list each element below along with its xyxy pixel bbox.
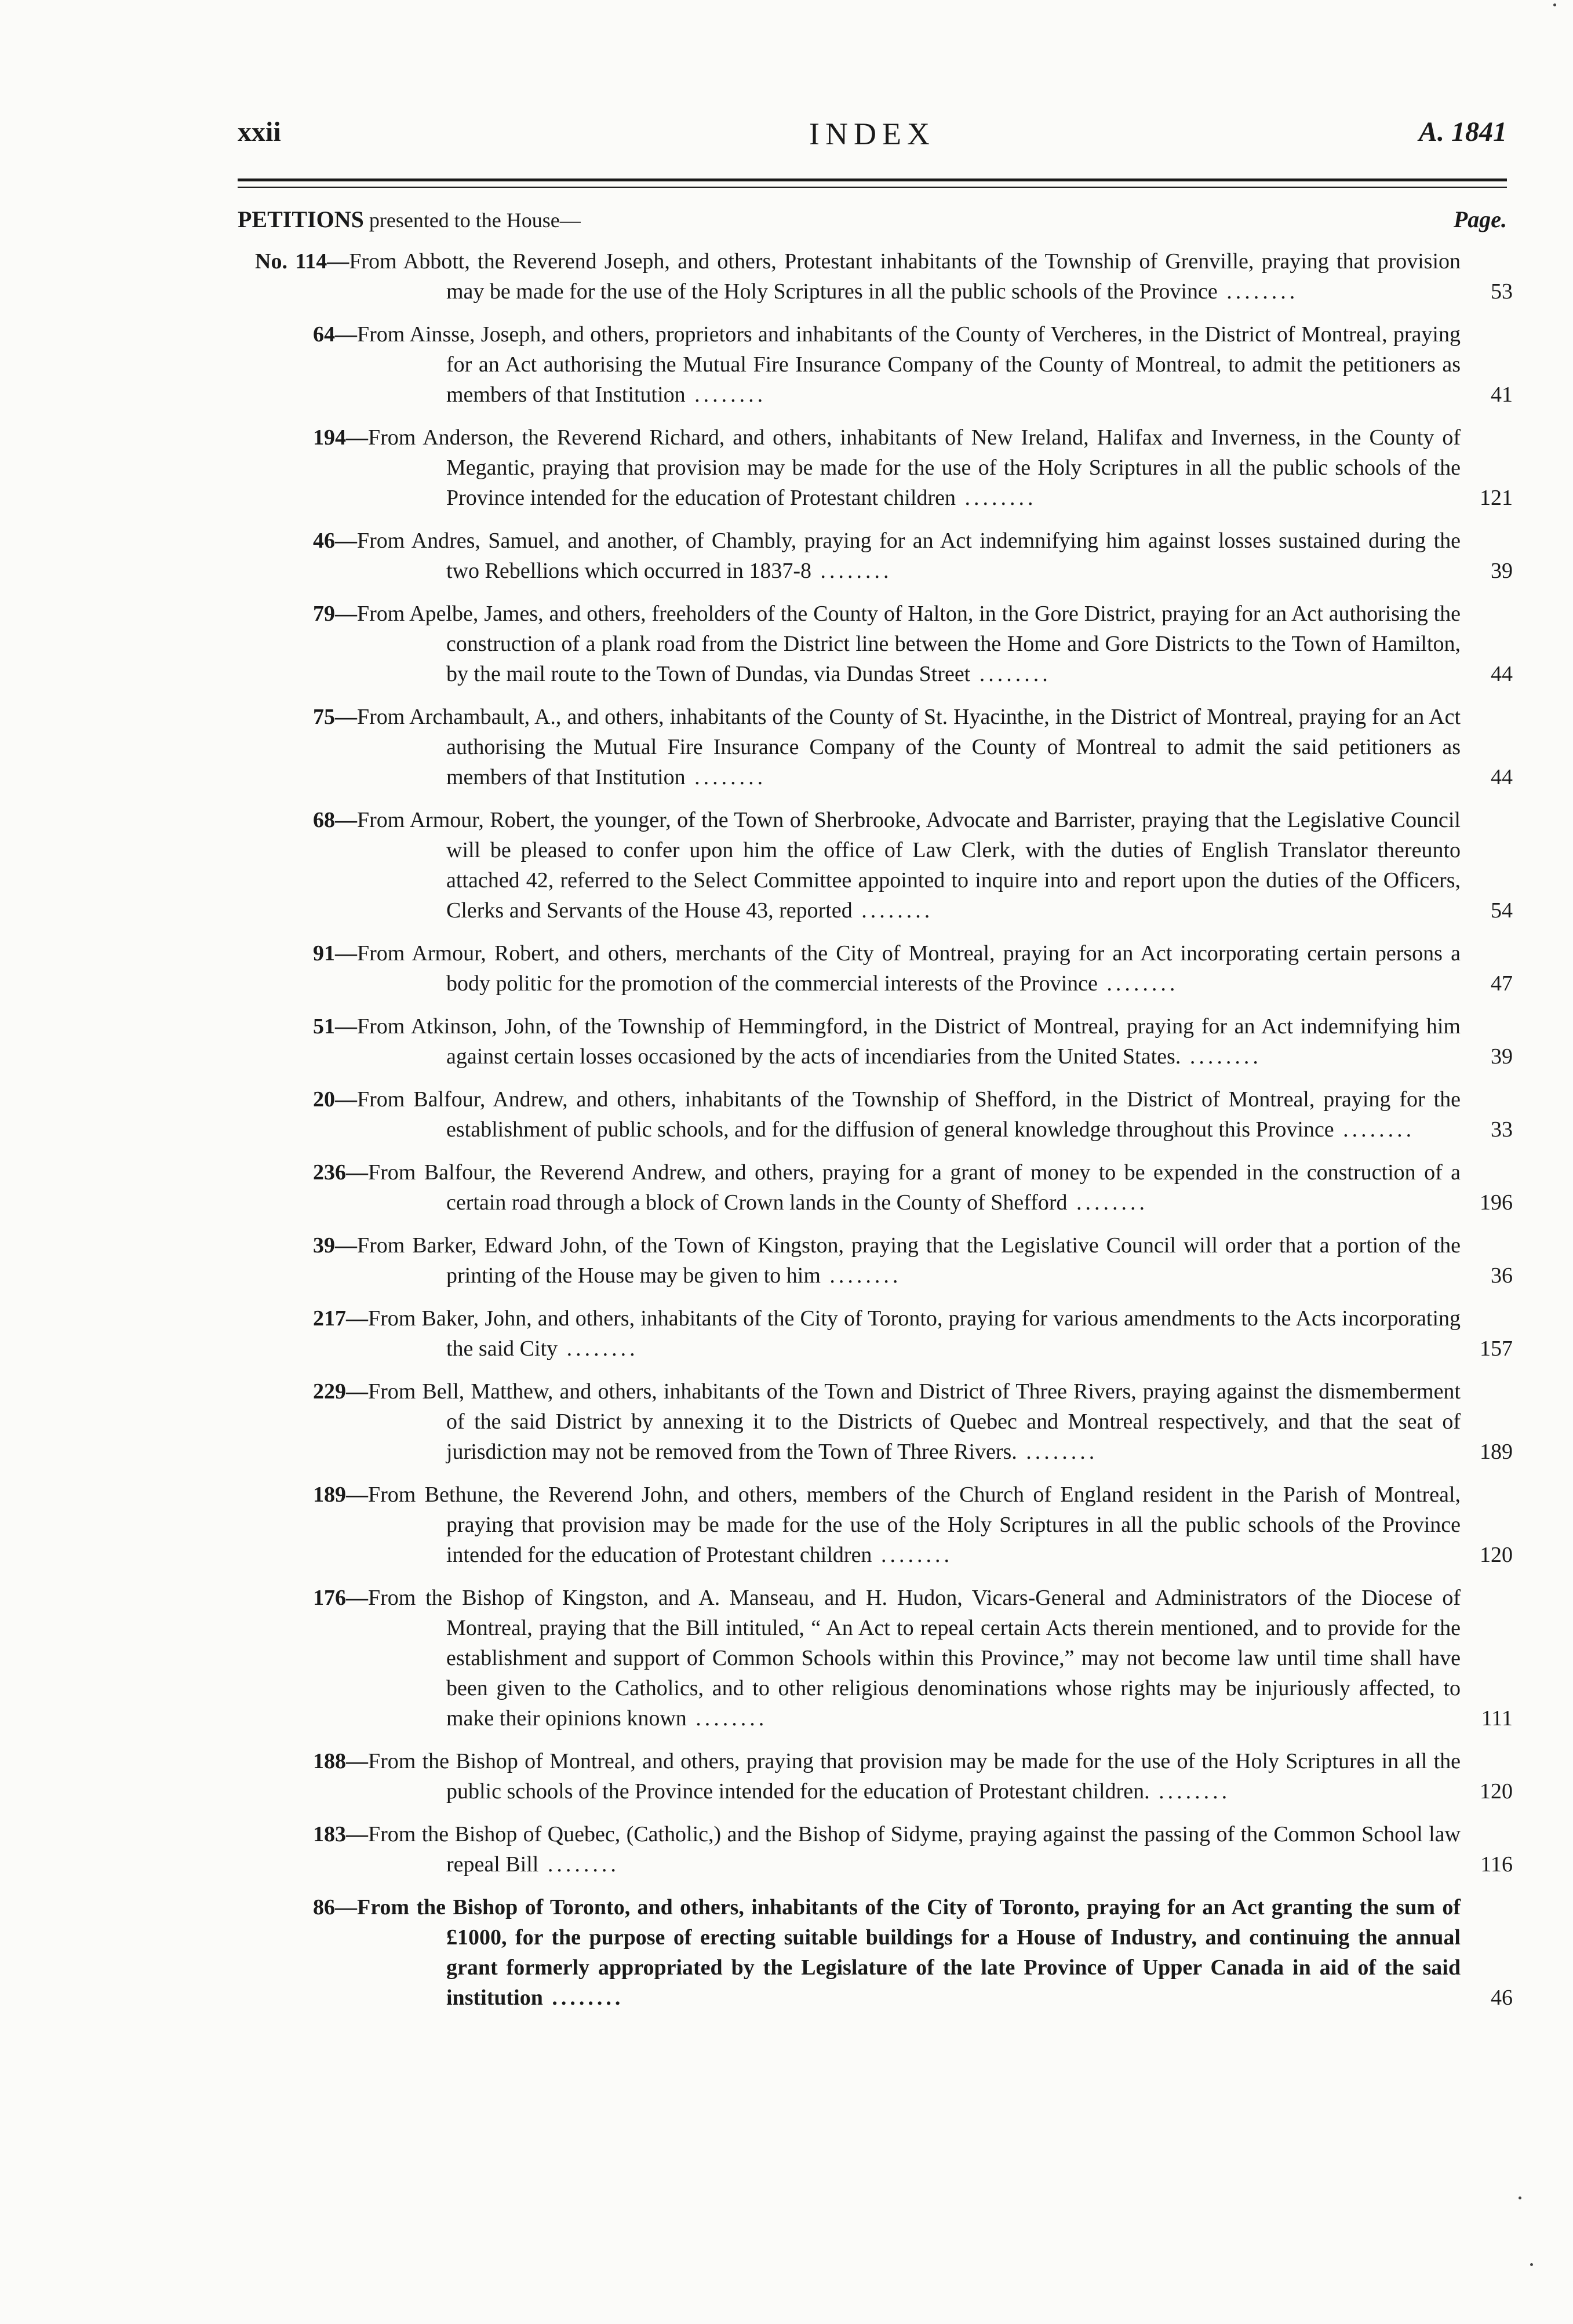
entry-text (238, 319, 1461, 410)
leader-dots: ........ (820, 1263, 902, 1288)
index-entry (238, 1480, 1513, 1570)
leader-dots: ........ (852, 898, 934, 923)
petition-number: 189— (313, 1482, 368, 1507)
petition-description: From Armour, Robert, and others, merchants of the City of Montreal, praying for an Act incorporating certain persons a body politic for the promotion of the commercial interests of the Province (357, 941, 1461, 996)
entry-text (238, 702, 1461, 792)
petition-description: From Barker, Edward John, of the Town of Kingston, praying that the Legislative Council will order that a portion of the printing of the House may be given to him (357, 1233, 1461, 1288)
leader-dots: ........ (1334, 1117, 1415, 1142)
petition-number: 20— (313, 1087, 357, 1112)
petition-number: 51— (313, 1014, 357, 1039)
page-reference: 111 (1481, 1706, 1513, 1731)
index-entry (238, 1819, 1513, 1879)
index-entry (238, 1230, 1513, 1291)
index-entry (238, 1746, 1513, 1806)
petition-number: 183— (313, 1822, 368, 1846)
page-reference: 121 (1480, 486, 1513, 510)
page-reference: 33 (1491, 1117, 1513, 1142)
entry-text (238, 938, 1461, 999)
entry-text (238, 805, 1461, 926)
petition-description: From Balfour, Andrew, and others, inhabitants of the Township of Shefford, in the District of Montreal, praying for the establishment of public schools, and for the diffusion of general knowledge throughout this Province (357, 1087, 1461, 1142)
leader-dots: ........ (1097, 971, 1179, 996)
petition-description: From Atkinson, John, of the Township of Hemmingford, in the District of Montreal, praying for an Act indemnifying him against certain losses occasioned by the acts of incendiaries from the United States. (357, 1014, 1461, 1069)
index-entry (238, 422, 1513, 513)
petition-description: From Balfour, the Reverend Andrew, and others, praying for a grant of money to be expended in the construction of a certain road through a block of Crown lands in the County of Shefford (368, 1160, 1461, 1215)
petition-number: 46— (313, 529, 357, 553)
entry-text (238, 1303, 1461, 1364)
index-entry (238, 599, 1513, 689)
leader-dots: ........ (1067, 1190, 1149, 1215)
index-entry (238, 526, 1513, 586)
leader-dots: ........ (1181, 1044, 1262, 1069)
entry-text (238, 1583, 1461, 1733)
petition-number: 229— (313, 1379, 368, 1404)
leader-dots: ........ (956, 486, 1037, 510)
section-title (238, 206, 581, 233)
petition-number: 39— (313, 1233, 357, 1258)
petition-number: 86— (313, 1895, 357, 1919)
page-reference: 36 (1491, 1263, 1513, 1288)
page-reference: 39 (1491, 1044, 1513, 1069)
index-entry (238, 1157, 1513, 1218)
page-reference: 189 (1480, 1440, 1513, 1464)
index-entries (238, 246, 1513, 2026)
page-reference: 196 (1480, 1190, 1513, 1215)
petition-number: 68— (313, 808, 357, 832)
page-number: xxii (238, 116, 281, 147)
paper-speck (1553, 3, 1556, 6)
petition-number: 236— (313, 1160, 368, 1185)
entry-text (238, 1746, 1461, 1806)
index-entry (238, 938, 1513, 999)
section-heading (238, 206, 1507, 241)
petition-number: 176— (313, 1586, 368, 1610)
page-reference: 44 (1491, 765, 1513, 789)
petition-description: From the Bishop of Kingston, and A. Manseau, and H. Hudon, Vicars-General and Administrators of the Diocese of Montreal, praying that the Bill intituled, “ An Act to repeal certain Acts therein mentioned, and to provide for the establishment and support of Common Schools within this Province,” may not become law until time shall have been given to the Catholics, and to other religious denominations whose rights may be injuriously affected, to make their opinions known (368, 1586, 1461, 1731)
petition-description: From the Bishop of Quebec, (Catholic,) and the Bishop of Sidyme, praying against the passing of the Common School law repeal Bill (368, 1822, 1461, 1877)
section-title-main: PETITIONS (238, 206, 364, 232)
index-entry (238, 1084, 1513, 1145)
index-entry (238, 319, 1513, 410)
leader-dots: ........ (1217, 279, 1299, 304)
page-reference: 39 (1491, 559, 1513, 583)
paper-speck (1519, 2196, 1521, 2199)
running-head (238, 116, 1507, 162)
petition-description: From Armour, Robert, the younger, of the Town of Sherbrooke, Advocate and Barrister, praying that the Legislative Council will be pleased to confer upon him the office of Law Clerk, with the duties of English Translator thereunto attached 42, referred to the Select Committee appointed to inquire into and report upon the duties of the Officers, Clerks and Servants of the House 43, reported (357, 808, 1461, 923)
section-subtitle: presented to the House— (363, 209, 581, 232)
leader-dots: ........ (685, 383, 767, 407)
entry-text (238, 422, 1461, 513)
page-reference: 120 (1480, 1779, 1513, 1804)
petition-number: 64— (313, 322, 357, 347)
leader-dots: ........ (542, 1986, 624, 2010)
leader-dots: ........ (811, 559, 893, 583)
petition-description: From the Bishop of Toronto, and others, inhabitants of the City of Toronto, praying for an Act granting the sum of £1000, for the purpose of erecting suitable buildings for a House of Industry, and continuing the annual grant formerly appropriated by the Legislature of the late Province of Upper Canada in aid of the said institution (357, 1895, 1461, 2010)
entry-text (238, 1480, 1461, 1570)
entry-text (238, 1892, 1461, 2013)
page-reference: 41 (1491, 383, 1513, 407)
entry-text (238, 1819, 1461, 1879)
petition-description: From Andres, Samuel, and another, of Chambly, praying for an Act indemnifying him against losses sustained during the two Rebellions which occurred in 1837-8 (357, 529, 1461, 583)
petition-description: From Baker, John, and others, inhabitants of the City of Toronto, praying for various amendments to the Acts incorporating the said City (368, 1306, 1461, 1361)
page-reference: 44 (1491, 662, 1513, 686)
petition-number: 188— (313, 1749, 368, 1773)
page-reference: 157 (1480, 1336, 1513, 1361)
entry-text (238, 1011, 1461, 1072)
petition-description: From Ainsse, Joseph, and others, proprietors and inhabitants of the County of Vercheres, in the District of Montreal, praying for an Act authorising the Mutual Fire Insurance Company of the County of Montreal, to admit the petitioners as members of that Institution (357, 322, 1461, 407)
entry-text (238, 1157, 1461, 1218)
petition-description: From Bell, Matthew, and others, inhabitants of the Town and District of Three Rivers, praying against the dismemberment of the said District by annexing it to the Districts of Quebec and Montreal respectively, and that the seat of jurisdiction may not be removed from the Town of Three Rivers. (368, 1379, 1461, 1464)
page-reference: 53 (1491, 279, 1513, 304)
petition-description: From Abbott, the Reverend Joseph, and others, Protestant inhabitants of the Township of Grenville, praying that provision may be made for the use of the Holy Scriptures in all the public schools of the Province (349, 249, 1461, 304)
index-entry (238, 805, 1513, 926)
index-entry (238, 1583, 1513, 1733)
page-reference: 54 (1491, 898, 1513, 923)
leader-dots: ........ (1017, 1440, 1098, 1464)
page-title: INDEX (809, 116, 935, 151)
petition-description: From Bethune, the Reverend John, and others, members of the Church of England resident in the Parish of Montreal, praying that provision may be made for the use of the Holy Scriptures in all the public schools of the Province intended for the education of Protestant children (368, 1482, 1461, 1567)
entry-text (238, 526, 1461, 586)
leader-dots: ........ (970, 662, 1051, 686)
petition-number: 75— (313, 705, 357, 729)
leader-dots: ........ (538, 1852, 620, 1877)
index-entry (238, 1303, 1513, 1364)
petition-description: From Anderson, the Reverend Richard, and others, inhabitants of New Ireland, Halifax and Inverness, in the County of Megantic, praying that provision may be made for the use of the Holy Scriptures in all the public schools of the Province intended for the education of Protestant children (368, 425, 1461, 510)
leader-dots: ........ (1149, 1779, 1231, 1804)
petition-description: From Apelbe, James, and others, freeholders of the County of Halton, in the Gore District, praying for an Act authorising the construction of a plank road from the District line between the Home and Gore Districts to the Town of Hamilton, by the mail route to the Town of Dundas, via Dundas Street (357, 602, 1461, 686)
leader-dots: ........ (686, 1706, 768, 1731)
leader-dots: ........ (872, 1543, 953, 1567)
petition-description: From Archambault, A., and others, inhabitants of the County of St. Hyacinthe, in the District of Montreal, praying for an Act authorising the Mutual Fire Insurance Company of the County of Montreal to admit the said petitioners as members of that Institution (357, 705, 1461, 789)
entry-text (238, 1376, 1461, 1467)
leader-dots: ........ (558, 1336, 639, 1361)
entry-text (238, 599, 1461, 689)
petition-description: From the Bishop of Montreal, and others, praying that provision may be made for the use of the Holy Scriptures in all the public schools of the Province intended for the education of Protestant children. (368, 1749, 1461, 1804)
paper-speck (1530, 2263, 1533, 2266)
page-reference: 120 (1480, 1543, 1513, 1567)
page-column-label: Page. (1453, 206, 1507, 232)
index-entry (238, 1376, 1513, 1467)
index-entry (238, 702, 1513, 792)
petition-number: No. 114— (255, 249, 349, 274)
entry-text (238, 1084, 1461, 1145)
index-entry (238, 246, 1513, 307)
header-rule-thick (238, 179, 1507, 181)
index-entry (238, 1011, 1513, 1072)
petition-number: 194— (313, 425, 368, 450)
page-reference: 47 (1491, 971, 1513, 996)
index-entry (238, 1892, 1513, 2013)
entry-text (238, 246, 1461, 307)
petition-number: 217— (313, 1306, 368, 1331)
petition-number: 91— (313, 941, 357, 966)
header-rule-thin (238, 187, 1507, 188)
page-reference: 116 (1480, 1852, 1513, 1877)
leader-dots: ........ (685, 765, 767, 789)
year-label: A. 1841 (1418, 116, 1507, 147)
page-reference: 46 (1491, 1986, 1513, 2010)
entry-text (238, 1230, 1461, 1291)
petition-number: 79— (313, 602, 357, 626)
